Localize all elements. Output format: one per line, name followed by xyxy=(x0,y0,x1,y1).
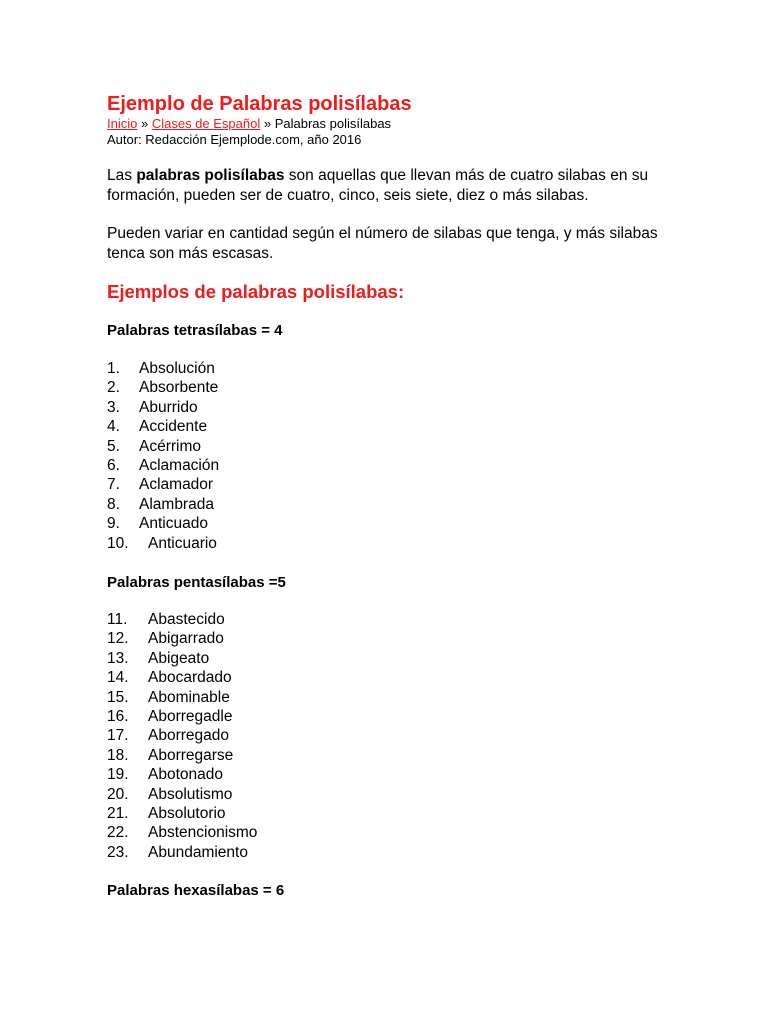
tetrasyllable-heading: Palabras tetrasílabas = 4 xyxy=(107,322,283,339)
list-item-word: Abigarrado xyxy=(148,630,224,648)
list-item-word: Aclamación xyxy=(139,456,220,474)
intro-bold-term: palabras polisílabas xyxy=(136,167,285,184)
breadcrumb-separator: » xyxy=(137,116,152,131)
list-item-word: Alambrada xyxy=(139,495,214,513)
breadcrumb-link-home[interactable]: Inicio xyxy=(107,116,138,131)
page-title: Ejemplo de Palabras polisílabas xyxy=(107,93,412,115)
list-item-word: Absorbente xyxy=(139,379,219,397)
list-item-word: Abigeato xyxy=(148,649,210,667)
hexasyllable-heading: Palabras hexasílabas = 6 xyxy=(107,882,285,899)
list-item-word: Aborregarse xyxy=(148,746,234,764)
list-item-number: 5. xyxy=(107,437,120,455)
list-item-number: 9. xyxy=(107,515,120,533)
list-item-word: Absolución xyxy=(139,360,215,377)
intro-text-end: son aquellas que llevan más de cuatro silabas en su formación, pueden ser de cuatro, cinco, seis siete, diez o más silabas. xyxy=(107,167,649,204)
list-item-word: Anticuado xyxy=(139,515,208,533)
list-item-number: 8. xyxy=(107,495,120,513)
list-item-word: Aclamador xyxy=(139,476,214,494)
list-item-number: 17. xyxy=(107,727,129,745)
list-item-number: 2. xyxy=(107,379,120,397)
variation-paragraph: Pueden variar en cantidad según el número de silabas que tenga, y más silabas tenca son más escasas. xyxy=(107,225,658,262)
list-item-number: 7. xyxy=(107,476,120,494)
list-item-number: 23. xyxy=(107,843,129,861)
breadcrumb-current: Palabras polisílabas xyxy=(274,116,392,131)
author-line: Autor: Redacción Ejemplode.com, año 2016 xyxy=(107,132,362,147)
list-item-word: Acérrimo xyxy=(139,437,202,455)
breadcrumb xyxy=(107,116,391,132)
list-item-word: Abocardado xyxy=(148,669,232,687)
list-item-number: 16. xyxy=(107,707,129,725)
intro-paragraph xyxy=(107,166,667,206)
list-item-number: 19. xyxy=(107,766,129,784)
list-item-number: 3. xyxy=(107,398,120,416)
list-item-word: Abastecido xyxy=(148,611,225,628)
list-item-word: Aborregado xyxy=(148,727,230,745)
list-item-number: 1. xyxy=(107,360,120,377)
list-item-word: Abundamiento xyxy=(148,843,248,861)
examples-heading: Ejemplos de palabras polisílabas: xyxy=(107,281,405,302)
list-item-word: Abotonado xyxy=(148,766,223,784)
list-item-number: 21. xyxy=(107,804,129,822)
pentasyllable-heading: Palabras pentasílabas =5 xyxy=(107,574,286,591)
list-item-number: 6. xyxy=(107,456,120,474)
list-item-number: 20. xyxy=(107,785,129,803)
breadcrumb-separator: » xyxy=(260,116,275,131)
list-item-number: 15. xyxy=(107,688,129,706)
list-item-word: Accidente xyxy=(139,418,208,436)
breadcrumb-link-category[interactable]: Clases de Español xyxy=(151,116,261,131)
list-item-word: Abstencionismo xyxy=(148,824,258,842)
list-item-number: 10. xyxy=(107,534,129,552)
list-item-number: 18. xyxy=(107,746,129,764)
list-item-number: 14. xyxy=(107,669,129,687)
list-item-word: Absolutorio xyxy=(148,804,226,822)
intro-text-start: Las xyxy=(107,167,137,184)
list-item-number: 4. xyxy=(107,418,120,436)
list-item-word: Abominable xyxy=(148,688,230,706)
list-item-number: 13. xyxy=(107,649,129,667)
list-item-number: 11. xyxy=(107,611,128,628)
list-item-word: Aborregadle xyxy=(148,707,233,725)
list-item-word: Absolutismo xyxy=(148,785,233,803)
list-item-number: 12. xyxy=(107,630,129,648)
list-item-word: Aburrido xyxy=(139,398,198,416)
list-item-number: 22. xyxy=(107,824,129,842)
list-item-word: Anticuario xyxy=(148,534,217,552)
